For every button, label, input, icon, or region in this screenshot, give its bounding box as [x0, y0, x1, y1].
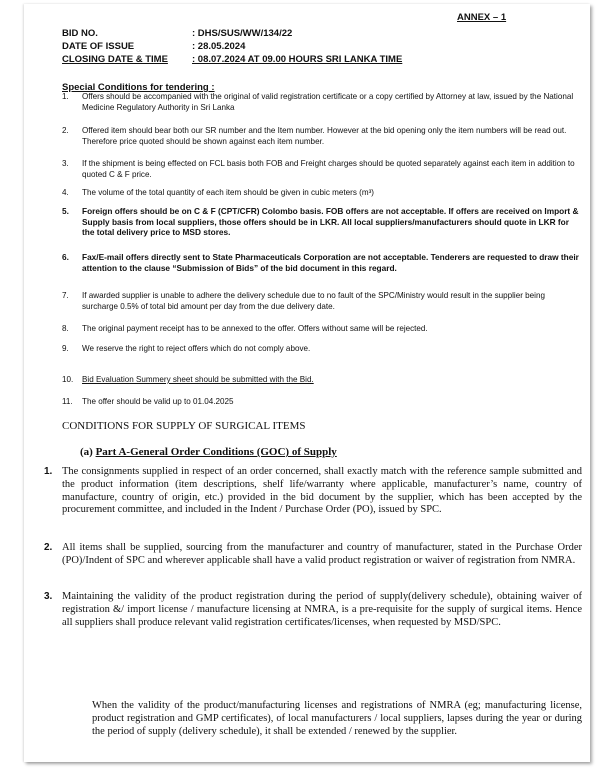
item-text: Offers should be accompanied with the original of valid registration certificate or a copy certified by Attorney at law, issued by the National Medicine Regulatory Authority in Sri Lanka: [82, 92, 574, 112]
item-number: 8.: [62, 324, 69, 333]
special-condition-item: [62, 188, 582, 199]
item-number: 9.: [62, 344, 69, 353]
item-text: If the shipment is being effected on FCL basis both FOB and Freight charges should be quoted separately against each item in addition to quoted C & F price.: [82, 159, 575, 179]
item-text: The original payment receipt has to be annexed to the offer. Offers without same will be rejected.: [82, 324, 428, 333]
goc-number: 3.: [44, 591, 53, 602]
goc-text: The consignments supplied in respect of an order concerned, shall exactly match with the reference sample submitted and the product information (item descriptions, shelf life/warranty where applicable, manufacturer’s name, country of manufacture, country of origin, etc.) provided in the bid document by the supplier, which has been accepted by the procurement committee, and included in the Indent / Purchase Order (PO), issued by SPC.: [62, 466, 582, 516]
item-number: 10.: [62, 375, 74, 384]
item-text: Fax/E-mail offers directly sent to State Pharmaceuticals Corporation are not acceptable. Tenderers are requested to draw their attention to the clause “Submission of Bids” of the bid document in this regard.: [82, 252, 579, 273]
part-a-heading: [80, 446, 337, 458]
item-number: 3.: [62, 159, 69, 168]
item-text: The volume of the total quantity of each item should be given in cubic meters (m³): [82, 188, 374, 197]
closing-paragraph: When the validity of the product/manufacturing licenses and registrations of NMRA (eg; manufacturing license, product registration and GMP certificates), of local manufacturers / local suppliers, lapses during the year or during the period of supply (delivery schedule), it shall be extended / renewed by the supplier.: [92, 700, 582, 737]
conditions-title: CONDITIONS FOR SUPPLY OF SURGICAL ITEMS: [62, 420, 306, 432]
special-conditions-title: Special Conditions for tendering :: [62, 82, 215, 93]
item-number: 1.: [62, 92, 69, 101]
special-condition-item: [62, 344, 582, 355]
closing-date-value: : 08.07.2024 AT 09.00 HOURS SRI LANKA TIME: [192, 54, 403, 65]
special-condition-item: [62, 126, 582, 147]
issue-date-value: : 28.05.2024: [192, 41, 246, 52]
annex-label: ANNEX – 1: [457, 12, 507, 23]
bid-no-value: : DHS/SUS/WW/134/22: [192, 28, 293, 39]
item-text: Bid Evaluation Summery sheet should be submitted with the Bid.: [82, 375, 314, 384]
special-condition-item: [62, 159, 582, 180]
item-number: 7.: [62, 291, 69, 300]
item-number: 4.: [62, 188, 69, 197]
issue-date-label: DATE OF ISSUE: [62, 41, 135, 52]
closing-date-label: CLOSING DATE & TIME: [62, 54, 168, 65]
item-text: The offer should be valid up to 01.04.2025: [82, 397, 234, 406]
goc-text: All items shall be supplied, sourcing from the manufacturer and country of manufacturer, stated in the Purchase Order (PO)/Indent of SPC and wherever applicable shall have a valid product registration or waiver of registration from NMRA.: [62, 542, 582, 566]
item-number: 11.: [62, 397, 73, 406]
item-text: We reserve the right to reject offers which do not comply above.: [82, 344, 311, 353]
item-number: 5.: [62, 206, 69, 216]
special-condition-item: [62, 375, 582, 386]
item-number: 2.: [62, 126, 69, 135]
item-text: Offered item should bear both our SR number and the Item number. However at the bid opening only the item numbers will be read out. Therefore price quoted should be shown against each item number.: [82, 126, 567, 146]
special-condition-item: [62, 397, 582, 408]
goc-number: 1.: [44, 466, 53, 477]
special-condition-item: [62, 324, 582, 335]
part-a-title: Part A-General Order Conditions (GOC) of Supply: [95, 446, 337, 458]
bid-no-label: BID NO.: [62, 28, 98, 39]
document-page: [24, 4, 590, 762]
special-condition-item: [62, 206, 582, 238]
goc-item: [44, 466, 582, 517]
goc-text: Maintaining the validity of the product registration during the period of supply(delivery schedule), obtaining waiver of registration &/ import license / manufacture licensing at NMRA, is a pre-requisite for the supply of surgical items. Hence all suppliers shall produce relevant valid registration certificates/licenses, when requested by MSD/SPC.: [62, 591, 582, 628]
item-number: 6.: [62, 252, 69, 262]
goc-item: [44, 591, 582, 629]
special-condition-item: [62, 92, 582, 113]
goc-item: [44, 542, 582, 568]
item-text: Foreign offers should be on C & F (CPT/CFR) Colombo basis. FOB offers are not acceptable. If offers are received on Import & Supply basis from local suppliers, those offers should be in LKR. All local suppliers/manufacturers should quote in LKR for the total delivery price to MSD stores.: [82, 206, 579, 238]
part-a-prefix: (a): [80, 446, 96, 458]
special-condition-item: [62, 291, 582, 312]
special-condition-item: [62, 252, 582, 273]
item-text: If awarded supplier is unable to adhere the delivery schedule due to no fault of the SPC/Ministry would result in the supplier being surcharge 0.5% of total bid amount per day from the due delivery date.: [82, 291, 545, 311]
goc-number: 2.: [44, 542, 53, 553]
